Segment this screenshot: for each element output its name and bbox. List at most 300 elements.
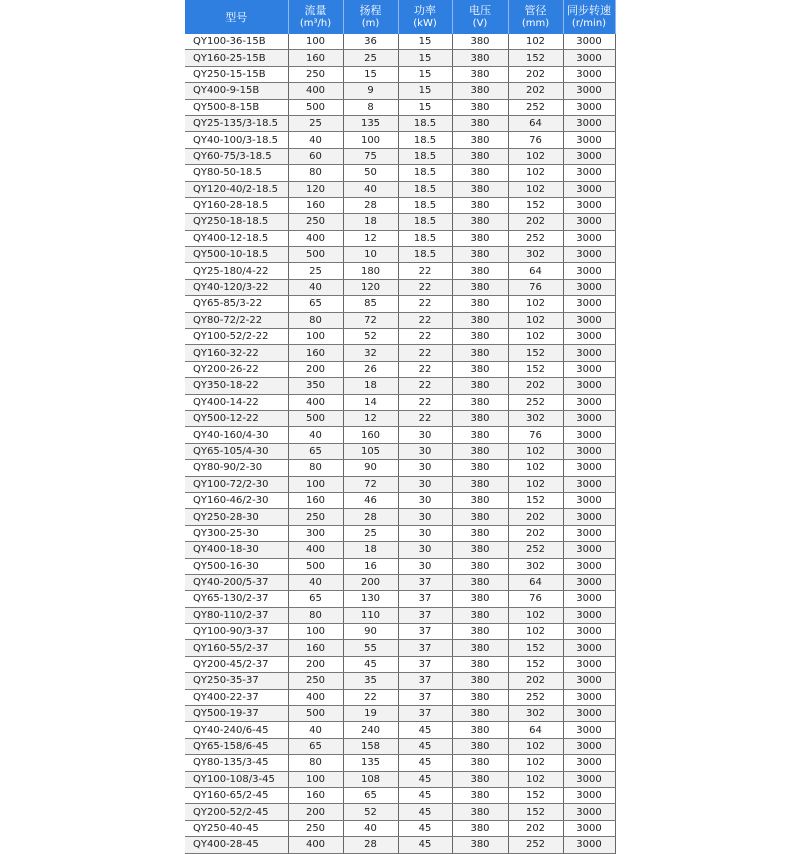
cell-head: 100 [343, 132, 398, 148]
cell-flow: 100 [288, 476, 343, 492]
cell-head: 18 [343, 542, 398, 558]
cell-voltage: 380 [452, 247, 508, 263]
cell-pipe-diameter: 202 [508, 214, 563, 230]
table-row [185, 279, 615, 295]
table-row [185, 443, 615, 459]
cell-head: 90 [343, 460, 398, 476]
cell-power: 30 [398, 509, 452, 525]
table-row [185, 345, 615, 361]
cell-power: 22 [398, 279, 452, 295]
cell-speed: 3000 [563, 787, 615, 803]
header-unit: (m³/h) [299, 18, 332, 29]
header-label: 流量 [304, 4, 327, 17]
table-row [185, 410, 615, 426]
cell-pipe-diameter: 152 [508, 197, 563, 213]
cell-head: 22 [343, 689, 398, 705]
cell-voltage: 380 [452, 558, 508, 574]
cell-power: 22 [398, 345, 452, 361]
header-pipe-diameter [508, 0, 563, 34]
cell-power: 37 [398, 706, 452, 722]
table-row [185, 312, 615, 328]
cell-power: 45 [398, 837, 452, 853]
cell-speed: 3000 [563, 755, 615, 771]
cell-voltage: 380 [452, 525, 508, 541]
cell-power: 30 [398, 492, 452, 508]
cell-power: 30 [398, 542, 452, 558]
cell-speed: 3000 [563, 50, 615, 66]
table-row [185, 689, 615, 705]
cell-pipe-diameter: 252 [508, 99, 563, 115]
table-row [185, 771, 615, 787]
cell-flow: 40 [288, 279, 343, 295]
header-row [185, 0, 615, 34]
cell-pipe-diameter: 76 [508, 132, 563, 148]
cell-speed: 3000 [563, 837, 615, 853]
cell-head: 50 [343, 165, 398, 181]
cell-flow: 400 [288, 689, 343, 705]
cell-speed: 3000 [563, 66, 615, 82]
cell-pipe-diameter: 202 [508, 378, 563, 394]
cell-voltage: 380 [452, 542, 508, 558]
table-row [185, 787, 615, 803]
cell-power: 22 [398, 296, 452, 312]
cell-head: 28 [343, 837, 398, 853]
cell-speed: 3000 [563, 624, 615, 640]
cell-voltage: 380 [452, 99, 508, 115]
table-row [185, 607, 615, 623]
table-row [185, 230, 615, 246]
cell-voltage: 380 [452, 34, 508, 50]
table-row [185, 66, 615, 82]
cell-head: 90 [343, 624, 398, 640]
cell-model: QY40-160/4-30 [185, 427, 288, 443]
cell-voltage: 380 [452, 312, 508, 328]
cell-speed: 3000 [563, 673, 615, 689]
cell-power: 15 [398, 34, 452, 50]
cell-pipe-diameter: 302 [508, 247, 563, 263]
cell-model: QY400-14-22 [185, 394, 288, 410]
table-row [185, 181, 615, 197]
cell-power: 15 [398, 66, 452, 82]
cell-head: 28 [343, 509, 398, 525]
cell-model: QY250-18-18.5 [185, 214, 288, 230]
cell-model: QY400-9-15B [185, 83, 288, 99]
cell-voltage: 380 [452, 492, 508, 508]
cell-pipe-diameter: 102 [508, 738, 563, 754]
table-row [185, 247, 615, 263]
cell-model: QY160-28-18.5 [185, 197, 288, 213]
cell-power: 45 [398, 787, 452, 803]
table-row [185, 99, 615, 115]
cell-head: 14 [343, 394, 398, 410]
cell-pipe-diameter: 102 [508, 755, 563, 771]
cell-model: QY100-72/2-30 [185, 476, 288, 492]
cell-model: QY80-135/3-45 [185, 755, 288, 771]
cell-voltage: 380 [452, 460, 508, 476]
cell-voltage: 380 [452, 771, 508, 787]
cell-head: 9 [343, 83, 398, 99]
cell-power: 30 [398, 427, 452, 443]
cell-pipe-diameter: 152 [508, 656, 563, 672]
cell-head: 19 [343, 706, 398, 722]
table-row [185, 673, 615, 689]
cell-pipe-diameter: 76 [508, 279, 563, 295]
table-row [185, 804, 615, 820]
cell-voltage: 380 [452, 50, 508, 66]
cell-head: 135 [343, 115, 398, 131]
cell-pipe-diameter: 64 [508, 722, 563, 738]
cell-voltage: 380 [452, 804, 508, 820]
cell-flow: 80 [288, 165, 343, 181]
cell-power: 30 [398, 525, 452, 541]
cell-voltage: 380 [452, 656, 508, 672]
header-unit: (r/min) [571, 18, 607, 29]
cell-speed: 3000 [563, 115, 615, 131]
table-row [185, 34, 615, 50]
cell-speed: 3000 [563, 34, 615, 50]
table-row [185, 165, 615, 181]
cell-model: QY65-130/2-37 [185, 591, 288, 607]
cell-power: 37 [398, 624, 452, 640]
cell-speed: 3000 [563, 197, 615, 213]
cell-pipe-diameter: 252 [508, 837, 563, 853]
cell-flow: 160 [288, 345, 343, 361]
table-row [185, 148, 615, 164]
cell-head: 52 [343, 804, 398, 820]
cell-model: QY400-18-30 [185, 542, 288, 558]
cell-flow: 80 [288, 755, 343, 771]
cell-speed: 3000 [563, 279, 615, 295]
cell-pipe-diameter: 202 [508, 820, 563, 836]
header-label: 扬程 [359, 4, 382, 17]
header-unit: (V) [472, 18, 488, 29]
table-row [185, 624, 615, 640]
cell-power: 37 [398, 591, 452, 607]
cell-flow: 100 [288, 34, 343, 50]
cell-pipe-diameter: 252 [508, 230, 563, 246]
cell-flow: 250 [288, 820, 343, 836]
cell-voltage: 380 [452, 148, 508, 164]
cell-pipe-diameter: 252 [508, 542, 563, 558]
table-row [185, 525, 615, 541]
cell-model: QY160-32-22 [185, 345, 288, 361]
cell-speed: 3000 [563, 165, 615, 181]
cell-speed: 3000 [563, 394, 615, 410]
cell-voltage: 380 [452, 214, 508, 230]
cell-speed: 3000 [563, 574, 615, 590]
cell-voltage: 380 [452, 197, 508, 213]
cell-flow: 400 [288, 394, 343, 410]
header-model [185, 0, 288, 34]
cell-speed: 3000 [563, 804, 615, 820]
cell-speed: 3000 [563, 607, 615, 623]
cell-power: 18.5 [398, 132, 452, 148]
cell-model: QY120-40/2-18.5 [185, 181, 288, 197]
header-label: 型号 [225, 10, 248, 24]
cell-speed: 3000 [563, 329, 615, 345]
cell-model: QY60-75/3-18.5 [185, 148, 288, 164]
cell-voltage: 380 [452, 574, 508, 590]
cell-model: QY200-52/2-45 [185, 804, 288, 820]
table-row [185, 197, 615, 213]
cell-voltage: 380 [452, 296, 508, 312]
cell-power: 37 [398, 574, 452, 590]
cell-pipe-diameter: 102 [508, 312, 563, 328]
cell-voltage: 380 [452, 410, 508, 426]
cell-pipe-diameter: 102 [508, 476, 563, 492]
cell-voltage: 380 [452, 787, 508, 803]
cell-head: 75 [343, 148, 398, 164]
cell-head: 72 [343, 312, 398, 328]
cell-voltage: 380 [452, 706, 508, 722]
cell-head: 12 [343, 410, 398, 426]
cell-model: QY160-65/2-45 [185, 787, 288, 803]
table-row [185, 296, 615, 312]
cell-flow: 500 [288, 558, 343, 574]
cell-pipe-diameter: 102 [508, 329, 563, 345]
spec-table-container [185, 0, 615, 851]
cell-pipe-diameter: 102 [508, 148, 563, 164]
cell-power: 18.5 [398, 197, 452, 213]
table-row [185, 722, 615, 738]
cell-model: QY500-19-37 [185, 706, 288, 722]
cell-pipe-diameter: 102 [508, 624, 563, 640]
cell-head: 32 [343, 345, 398, 361]
cell-model: QY400-22-37 [185, 689, 288, 705]
cell-pipe-diameter: 102 [508, 607, 563, 623]
cell-power: 45 [398, 804, 452, 820]
cell-speed: 3000 [563, 591, 615, 607]
cell-model: QY25-180/4-22 [185, 263, 288, 279]
cell-flow: 65 [288, 738, 343, 754]
table-row [185, 706, 615, 722]
table-row [185, 820, 615, 836]
cell-flow: 160 [288, 197, 343, 213]
cell-model: QY400-28-45 [185, 837, 288, 853]
header-label: 管径 [524, 4, 547, 17]
table-row [185, 427, 615, 443]
cell-power: 22 [398, 361, 452, 377]
cell-voltage: 380 [452, 624, 508, 640]
cell-flow: 100 [288, 624, 343, 640]
cell-head: 180 [343, 263, 398, 279]
cell-pipe-diameter: 102 [508, 460, 563, 476]
cell-power: 45 [398, 738, 452, 754]
cell-flow: 25 [288, 115, 343, 131]
cell-head: 45 [343, 656, 398, 672]
table-body [185, 34, 615, 853]
cell-pipe-diameter: 202 [508, 525, 563, 541]
cell-flow: 400 [288, 542, 343, 558]
cell-voltage: 380 [452, 476, 508, 492]
cell-pipe-diameter: 102 [508, 165, 563, 181]
cell-pipe-diameter: 102 [508, 34, 563, 50]
cell-speed: 3000 [563, 99, 615, 115]
cell-head: 18 [343, 378, 398, 394]
cell-pipe-diameter: 152 [508, 787, 563, 803]
cell-voltage: 380 [452, 230, 508, 246]
cell-power: 30 [398, 476, 452, 492]
cell-speed: 3000 [563, 230, 615, 246]
cell-voltage: 380 [452, 378, 508, 394]
cell-head: 10 [343, 247, 398, 263]
cell-model: QY400-12-18.5 [185, 230, 288, 246]
cell-speed: 3000 [563, 820, 615, 836]
cell-power: 22 [398, 329, 452, 345]
cell-pipe-diameter: 252 [508, 394, 563, 410]
cell-power: 22 [398, 263, 452, 279]
cell-flow: 200 [288, 656, 343, 672]
table-header [185, 0, 615, 34]
cell-flow: 200 [288, 361, 343, 377]
cell-pipe-diameter: 152 [508, 804, 563, 820]
cell-head: 16 [343, 558, 398, 574]
cell-speed: 3000 [563, 722, 615, 738]
table-row [185, 738, 615, 754]
cell-power: 30 [398, 443, 452, 459]
cell-pipe-diameter: 152 [508, 345, 563, 361]
table-row [185, 837, 615, 853]
cell-power: 18.5 [398, 181, 452, 197]
cell-model: QY80-72/2-22 [185, 312, 288, 328]
cell-pipe-diameter: 152 [508, 361, 563, 377]
cell-flow: 100 [288, 329, 343, 345]
cell-speed: 3000 [563, 738, 615, 754]
cell-speed: 3000 [563, 771, 615, 787]
cell-head: 35 [343, 673, 398, 689]
cell-voltage: 380 [452, 345, 508, 361]
cell-speed: 3000 [563, 525, 615, 541]
cell-flow: 400 [288, 230, 343, 246]
cell-voltage: 380 [452, 361, 508, 377]
cell-head: 40 [343, 820, 398, 836]
cell-voltage: 380 [452, 279, 508, 295]
header-label: 功率 [414, 4, 436, 17]
cell-voltage: 380 [452, 607, 508, 623]
cell-voltage: 380 [452, 689, 508, 705]
cell-voltage: 380 [452, 591, 508, 607]
cell-model: QY250-15-15B [185, 66, 288, 82]
cell-flow: 500 [288, 99, 343, 115]
cell-head: 72 [343, 476, 398, 492]
cell-model: QY40-200/5-37 [185, 574, 288, 590]
cell-pipe-diameter: 76 [508, 427, 563, 443]
header-unit: (kW) [413, 18, 437, 29]
cell-power: 37 [398, 640, 452, 656]
header-unit: (m) [361, 18, 380, 29]
cell-speed: 3000 [563, 132, 615, 148]
cell-pipe-diameter: 152 [508, 492, 563, 508]
cell-model: QY100-52/2-22 [185, 329, 288, 345]
cell-head: 65 [343, 787, 398, 803]
table-row [185, 83, 615, 99]
cell-head: 18 [343, 214, 398, 230]
cell-speed: 3000 [563, 689, 615, 705]
cell-pipe-diameter: 302 [508, 706, 563, 722]
cell-model: QY250-35-37 [185, 673, 288, 689]
cell-head: 46 [343, 492, 398, 508]
header-speed [563, 0, 615, 34]
cell-flow: 40 [288, 574, 343, 590]
cell-model: QY100-36-15B [185, 34, 288, 50]
cell-head: 85 [343, 296, 398, 312]
table-row [185, 50, 615, 66]
table-row [185, 755, 615, 771]
cell-voltage: 380 [452, 329, 508, 345]
cell-flow: 300 [288, 525, 343, 541]
cell-speed: 3000 [563, 181, 615, 197]
cell-power: 15 [398, 50, 452, 66]
cell-speed: 3000 [563, 83, 615, 99]
cell-speed: 3000 [563, 640, 615, 656]
cell-speed: 3000 [563, 214, 615, 230]
cell-power: 18.5 [398, 247, 452, 263]
cell-head: 158 [343, 738, 398, 754]
cell-speed: 3000 [563, 460, 615, 476]
cell-model: QY250-40-45 [185, 820, 288, 836]
table-row [185, 132, 615, 148]
cell-voltage: 380 [452, 738, 508, 754]
table-row [185, 656, 615, 672]
table-row [185, 263, 615, 279]
cell-speed: 3000 [563, 410, 615, 426]
cell-model: QY300-25-30 [185, 525, 288, 541]
cell-pipe-diameter: 152 [508, 50, 563, 66]
cell-model: QY200-26-22 [185, 361, 288, 377]
cell-pipe-diameter: 64 [508, 263, 563, 279]
cell-pipe-diameter: 102 [508, 296, 563, 312]
cell-head: 12 [343, 230, 398, 246]
cell-flow: 40 [288, 722, 343, 738]
cell-flow: 65 [288, 591, 343, 607]
cell-head: 240 [343, 722, 398, 738]
cell-power: 45 [398, 771, 452, 787]
cell-power: 45 [398, 755, 452, 771]
cell-flow: 65 [288, 443, 343, 459]
cell-model: QY500-16-30 [185, 558, 288, 574]
cell-model: QY500-12-22 [185, 410, 288, 426]
cell-pipe-diameter: 102 [508, 443, 563, 459]
cell-power: 18.5 [398, 115, 452, 131]
cell-power: 22 [398, 410, 452, 426]
cell-speed: 3000 [563, 296, 615, 312]
cell-flow: 80 [288, 460, 343, 476]
cell-voltage: 380 [452, 66, 508, 82]
cell-head: 25 [343, 50, 398, 66]
cell-flow: 250 [288, 673, 343, 689]
cell-power: 30 [398, 558, 452, 574]
cell-speed: 3000 [563, 492, 615, 508]
cell-voltage: 380 [452, 509, 508, 525]
cell-power: 37 [398, 673, 452, 689]
cell-speed: 3000 [563, 345, 615, 361]
table-row [185, 542, 615, 558]
cell-model: QY250-28-30 [185, 509, 288, 525]
cell-pipe-diameter: 202 [508, 83, 563, 99]
cell-head: 36 [343, 34, 398, 50]
cell-voltage: 380 [452, 165, 508, 181]
cell-flow: 80 [288, 312, 343, 328]
table-row [185, 492, 615, 508]
cell-voltage: 380 [452, 115, 508, 131]
cell-speed: 3000 [563, 706, 615, 722]
cell-model: QY80-50-18.5 [185, 165, 288, 181]
cell-model: QY40-240/6-45 [185, 722, 288, 738]
table-row [185, 460, 615, 476]
table-row [185, 476, 615, 492]
cell-voltage: 380 [452, 132, 508, 148]
cell-flow: 160 [288, 787, 343, 803]
